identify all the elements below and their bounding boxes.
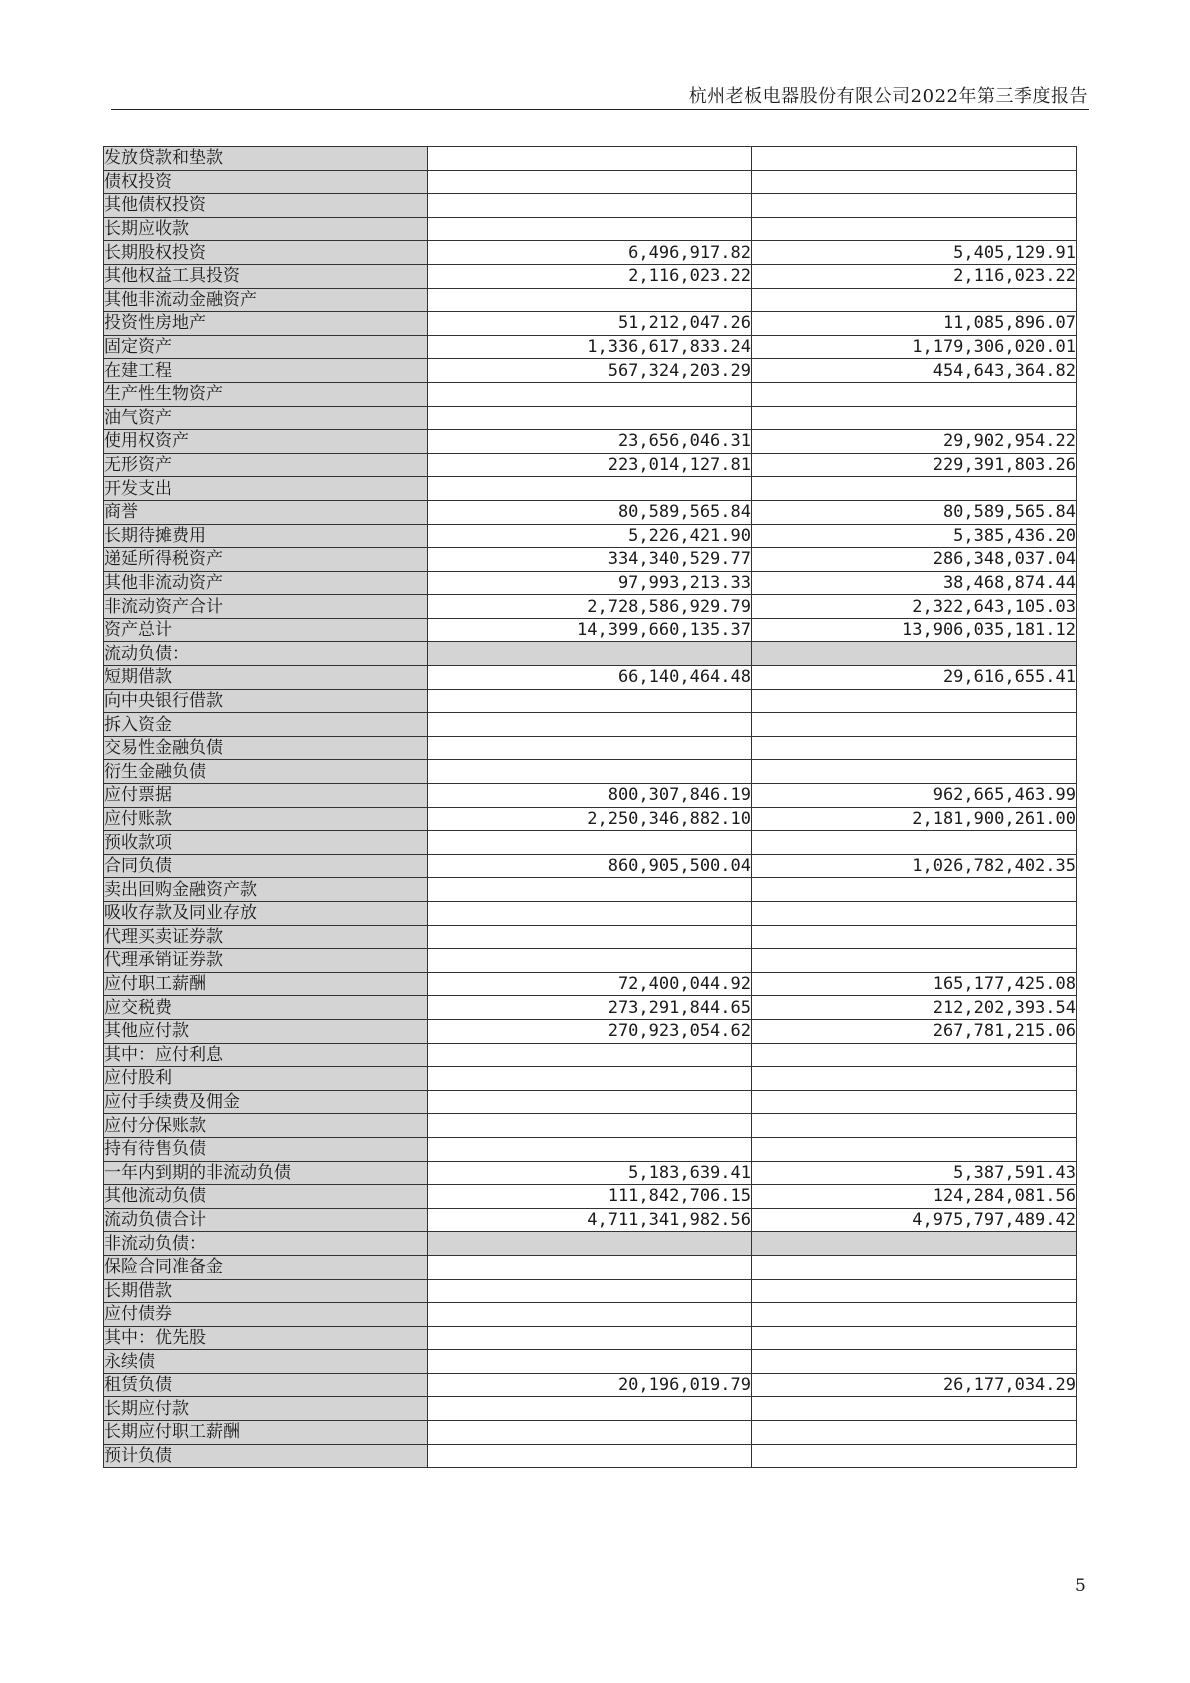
- table-row: [104, 170, 1077, 194]
- table-row: [104, 312, 1077, 336]
- prior-period-value: [752, 1232, 1077, 1256]
- current-period-value: 270,923,054.62: [428, 1019, 752, 1043]
- row-label: 债权投资: [104, 170, 428, 194]
- prior-period-value: [752, 217, 1077, 241]
- prior-period-value: [752, 1137, 1077, 1161]
- row-label: 生产性生物资产: [104, 382, 428, 406]
- row-label: 交易性金融负债: [104, 736, 428, 760]
- table-row: [104, 618, 1077, 642]
- prior-period-value: 80,589,565.84: [752, 500, 1077, 524]
- table-row: [104, 595, 1077, 619]
- prior-period-value: 5,405,129.91: [752, 241, 1077, 265]
- current-period-value: [428, 1279, 752, 1303]
- current-period-value: 334,340,529.77: [428, 548, 752, 572]
- current-period-value: 66,140,464.48: [428, 666, 752, 690]
- page-number: 5: [1075, 1576, 1086, 1596]
- row-label: 保险合同准备金: [104, 1255, 428, 1279]
- row-label: 应交税费: [104, 996, 428, 1020]
- current-period-value: 4,711,341,982.56: [428, 1208, 752, 1232]
- prior-period-value: 5,385,436.20: [752, 524, 1077, 548]
- prior-period-value: [752, 1326, 1077, 1350]
- prior-period-value: 286,348,037.04: [752, 548, 1077, 572]
- table-row: [104, 477, 1077, 501]
- current-period-value: [428, 170, 752, 194]
- prior-period-value: [752, 760, 1077, 784]
- table-row: [104, 831, 1077, 855]
- row-label: 一年内到期的非流动负债: [104, 1161, 428, 1185]
- table-row: [104, 1279, 1077, 1303]
- table-row: [104, 453, 1077, 477]
- table-row: [104, 1326, 1077, 1350]
- prior-period-value: 29,902,954.22: [752, 430, 1077, 454]
- table-row: [104, 359, 1077, 383]
- row-label: 应付手续费及佣金: [104, 1090, 428, 1114]
- current-period-value: 567,324,203.29: [428, 359, 752, 383]
- prior-period-value: 229,391,803.26: [752, 453, 1077, 477]
- prior-period-value: 454,643,364.82: [752, 359, 1077, 383]
- prior-period-value: [752, 1350, 1077, 1374]
- row-label: 长期借款: [104, 1279, 428, 1303]
- row-label: 短期借款: [104, 666, 428, 690]
- current-period-value: 111,842,706.15: [428, 1185, 752, 1209]
- current-period-value: 97,993,213.33: [428, 571, 752, 595]
- table-row: [104, 147, 1077, 171]
- prior-period-value: 38,468,874.44: [752, 571, 1077, 595]
- row-label: 资产总计: [104, 618, 428, 642]
- prior-period-value: [752, 382, 1077, 406]
- row-label: 其他债权投资: [104, 194, 428, 218]
- current-period-value: 80,589,565.84: [428, 500, 752, 524]
- row-label: 预计负债: [104, 1444, 428, 1468]
- prior-period-value: [752, 831, 1077, 855]
- row-label: 其他权益工具投资: [104, 264, 428, 288]
- table-row: [104, 1043, 1077, 1067]
- row-label: 长期股权投资: [104, 241, 428, 265]
- table-row: [104, 736, 1077, 760]
- row-label: 向中央银行借款: [104, 689, 428, 713]
- prior-period-value: [752, 194, 1077, 218]
- current-period-value: [428, 736, 752, 760]
- row-label: 投资性房地产: [104, 312, 428, 336]
- table-row: [104, 406, 1077, 430]
- prior-period-value: [752, 1043, 1077, 1067]
- prior-period-value: [752, 1397, 1077, 1421]
- current-period-value: 2,250,346,882.10: [428, 807, 752, 831]
- table-row: [104, 430, 1077, 454]
- current-period-value: [428, 1090, 752, 1114]
- table-row: [104, 949, 1077, 973]
- row-label: 长期应收款: [104, 217, 428, 241]
- prior-period-value: 962,665,463.99: [752, 784, 1077, 808]
- prior-period-value: 13,906,035,181.12: [752, 618, 1077, 642]
- prior-period-value: [752, 1444, 1077, 1468]
- current-period-value: 223,014,127.81: [428, 453, 752, 477]
- row-label: 其他非流动金融资产: [104, 288, 428, 312]
- current-period-value: [428, 949, 752, 973]
- prior-period-value: [752, 902, 1077, 926]
- current-period-value: [428, 1397, 752, 1421]
- row-label: 递延所得税资产: [104, 548, 428, 572]
- prior-period-value: [752, 689, 1077, 713]
- table-row: [104, 548, 1077, 572]
- table-row: [104, 784, 1077, 808]
- current-period-value: [428, 1114, 752, 1138]
- prior-period-value: 26,177,034.29: [752, 1373, 1077, 1397]
- current-period-value: [428, 1137, 752, 1161]
- table-row: [104, 878, 1077, 902]
- table-row: [104, 666, 1077, 690]
- balance-sheet-table: [103, 146, 1077, 1468]
- row-label: 长期应付款: [104, 1397, 428, 1421]
- row-label: 使用权资产: [104, 430, 428, 454]
- table-row: [104, 1350, 1077, 1374]
- table-row: [104, 902, 1077, 926]
- row-label: 非流动负债：: [104, 1232, 428, 1256]
- row-label: 开发支出: [104, 477, 428, 501]
- current-period-value: [428, 902, 752, 926]
- table-row: [104, 382, 1077, 406]
- row-label: 永续债: [104, 1350, 428, 1374]
- table-row: [104, 925, 1077, 949]
- table-row: [104, 1255, 1077, 1279]
- table-row: [104, 689, 1077, 713]
- row-label: 拆入资金: [104, 713, 428, 737]
- row-label: 流动负债合计: [104, 1208, 428, 1232]
- table-row: [104, 1161, 1077, 1185]
- prior-period-value: 267,781,215.06: [752, 1019, 1077, 1043]
- current-period-value: [428, 1444, 752, 1468]
- table-row: [104, 1185, 1077, 1209]
- row-label: 持有待售负债: [104, 1137, 428, 1161]
- header-divider: [111, 109, 1089, 110]
- current-period-value: [428, 477, 752, 501]
- table-row: [104, 807, 1077, 831]
- row-label: 商誉: [104, 500, 428, 524]
- current-period-value: [428, 382, 752, 406]
- prior-period-value: [752, 878, 1077, 902]
- row-label: 应付账款: [104, 807, 428, 831]
- prior-period-value: [752, 147, 1077, 171]
- row-label: 长期应付职工薪酬: [104, 1421, 428, 1445]
- row-label: 在建工程: [104, 359, 428, 383]
- current-period-value: 5,226,421.90: [428, 524, 752, 548]
- row-label: 流动负债：: [104, 642, 428, 666]
- table-row: [104, 1421, 1077, 1445]
- row-label: 无形资产: [104, 453, 428, 477]
- current-period-value: [428, 1255, 752, 1279]
- current-period-value: 2,728,586,929.79: [428, 595, 752, 619]
- current-period-value: 800,307,846.19: [428, 784, 752, 808]
- prior-period-value: [752, 406, 1077, 430]
- current-period-value: [428, 406, 752, 430]
- table-row: [104, 1067, 1077, 1091]
- current-period-value: 14,399,660,135.37: [428, 618, 752, 642]
- table-row: [104, 217, 1077, 241]
- current-period-value: [428, 642, 752, 666]
- current-period-value: [428, 878, 752, 902]
- table-row: [104, 713, 1077, 737]
- prior-period-value: [752, 1114, 1077, 1138]
- prior-period-value: 2,116,023.22: [752, 264, 1077, 288]
- prior-period-value: [752, 170, 1077, 194]
- table-row: [104, 972, 1077, 996]
- table-row: [104, 500, 1077, 524]
- prior-period-value: 2,322,643,105.03: [752, 595, 1077, 619]
- current-period-value: 5,183,639.41: [428, 1161, 752, 1185]
- row-label: 吸收存款及同业存放: [104, 902, 428, 926]
- prior-period-value: [752, 1255, 1077, 1279]
- prior-period-value: [752, 288, 1077, 312]
- prior-period-value: 29,616,655.41: [752, 666, 1077, 690]
- current-period-value: [428, 925, 752, 949]
- table-row: [104, 335, 1077, 359]
- report-header-title: 杭州老板电器股份有限公司2022年第三季度报告: [688, 86, 1088, 107]
- row-label: 代理买卖证券款: [104, 925, 428, 949]
- table-row: [104, 1303, 1077, 1327]
- table-row: [104, 1373, 1077, 1397]
- current-period-value: [428, 1067, 752, 1091]
- current-period-value: [428, 760, 752, 784]
- row-label: 应付债券: [104, 1303, 428, 1327]
- current-period-value: 72,400,044.92: [428, 972, 752, 996]
- prior-period-value: 11,085,896.07: [752, 312, 1077, 336]
- prior-period-value: 124,284,081.56: [752, 1185, 1077, 1209]
- prior-period-value: [752, 949, 1077, 973]
- prior-period-value: 1,179,306,020.01: [752, 335, 1077, 359]
- prior-period-value: 2,181,900,261.00: [752, 807, 1077, 831]
- current-period-value: 273,291,844.65: [428, 996, 752, 1020]
- current-period-value: [428, 194, 752, 218]
- table-row: [104, 1090, 1077, 1114]
- table-row: [104, 1137, 1077, 1161]
- table-row: [104, 1444, 1077, 1468]
- table-row: [104, 241, 1077, 265]
- table-row: [104, 288, 1077, 312]
- prior-period-value: 1,026,782,402.35: [752, 854, 1077, 878]
- current-period-value: 1,336,617,833.24: [428, 335, 752, 359]
- row-label: 应付股利: [104, 1067, 428, 1091]
- table-row: [104, 996, 1077, 1020]
- prior-period-value: [752, 1303, 1077, 1327]
- row-label: 其中：优先股: [104, 1326, 428, 1350]
- prior-period-value: 212,202,393.54: [752, 996, 1077, 1020]
- current-period-value: 51,212,047.26: [428, 312, 752, 336]
- row-label: 应付职工薪酬: [104, 972, 428, 996]
- current-period-value: 20,196,019.79: [428, 1373, 752, 1397]
- table-row: [104, 760, 1077, 784]
- table-row: [104, 854, 1077, 878]
- current-period-value: [428, 1326, 752, 1350]
- row-label: 租赁负债: [104, 1373, 428, 1397]
- table-row: [104, 1019, 1077, 1043]
- current-period-value: 2,116,023.22: [428, 264, 752, 288]
- row-label: 发放贷款和垫款: [104, 147, 428, 171]
- table-row: [104, 264, 1077, 288]
- current-period-value: [428, 713, 752, 737]
- prior-period-value: [752, 713, 1077, 737]
- row-label: 其他应付款: [104, 1019, 428, 1043]
- prior-period-value: [752, 925, 1077, 949]
- current-period-value: [428, 1350, 752, 1374]
- row-label: 油气资产: [104, 406, 428, 430]
- table-row: [104, 1208, 1077, 1232]
- table-row: [104, 194, 1077, 218]
- current-period-value: [428, 1421, 752, 1445]
- current-period-value: 23,656,046.31: [428, 430, 752, 454]
- table-row: [104, 524, 1077, 548]
- table-row: [104, 1397, 1077, 1421]
- prior-period-value: [752, 1279, 1077, 1303]
- row-label: 衍生金融负债: [104, 760, 428, 784]
- row-label: 其他流动负债: [104, 1185, 428, 1209]
- table-row: [104, 1114, 1077, 1138]
- current-period-value: 860,905,500.04: [428, 854, 752, 878]
- prior-period-value: [752, 736, 1077, 760]
- current-period-value: [428, 689, 752, 713]
- balance-sheet-body: [104, 147, 1077, 1468]
- prior-period-value: [752, 1067, 1077, 1091]
- row-label: 代理承销证券款: [104, 949, 428, 973]
- prior-period-value: [752, 477, 1077, 501]
- current-period-value: [428, 1232, 752, 1256]
- row-label: 非流动资产合计: [104, 595, 428, 619]
- section-header-row: [104, 1232, 1077, 1256]
- row-label: 卖出回购金融资产款: [104, 878, 428, 902]
- row-label: 应付票据: [104, 784, 428, 808]
- row-label: 预收款项: [104, 831, 428, 855]
- prior-period-value: [752, 1421, 1077, 1445]
- row-label: 长期待摊费用: [104, 524, 428, 548]
- row-label: 其中：应付利息: [104, 1043, 428, 1067]
- row-label: 固定资产: [104, 335, 428, 359]
- prior-period-value: 4,975,797,489.42: [752, 1208, 1077, 1232]
- row-label: 合同负债: [104, 854, 428, 878]
- current-period-value: [428, 1303, 752, 1327]
- current-period-value: [428, 831, 752, 855]
- current-period-value: 6,496,917.82: [428, 241, 752, 265]
- table-row: [104, 571, 1077, 595]
- row-label: 应付分保账款: [104, 1114, 428, 1138]
- prior-period-value: [752, 642, 1077, 666]
- prior-period-value: 165,177,425.08: [752, 972, 1077, 996]
- current-period-value: [428, 288, 752, 312]
- prior-period-value: 5,387,591.43: [752, 1161, 1077, 1185]
- section-header-row: [104, 642, 1077, 666]
- current-period-value: [428, 217, 752, 241]
- current-period-value: [428, 1043, 752, 1067]
- current-period-value: [428, 147, 752, 171]
- prior-period-value: [752, 1090, 1077, 1114]
- row-label: 其他非流动资产: [104, 571, 428, 595]
